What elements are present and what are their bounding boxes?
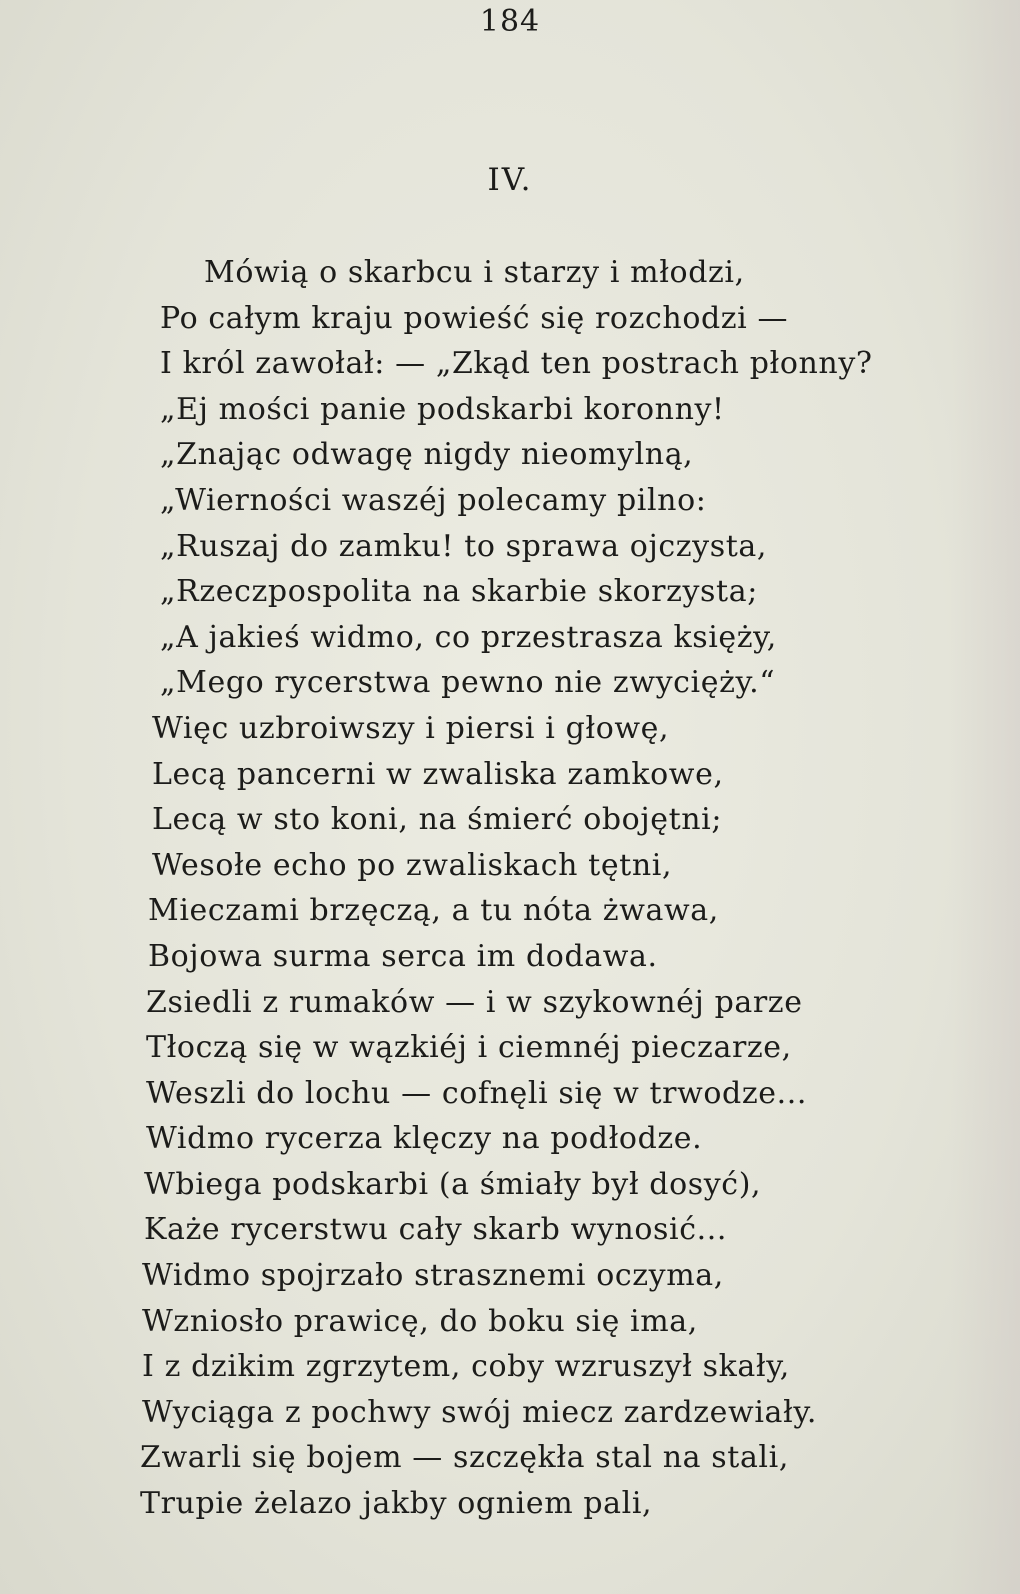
verse-line: Więc uzbroiwszy i piersi i głowę, — [152, 710, 670, 746]
verse-line: „Mego rycerstwa pewno nie zwycięży.“ — [160, 665, 776, 701]
verse-line: Mówią o skarbcu i starzy i młodzi, — [204, 255, 745, 290]
verse-line: Zwarli się bojem — szczękła stal na stali, — [140, 1440, 789, 1476]
verse-line: Po całym kraju powieść się rozchodzi — — [160, 300, 789, 336]
verse-line: I król zawołał: — „Zkąd ten postrach płonny? — [160, 346, 873, 382]
poem-verse — [140, 250, 960, 1527]
verse-line: Wzniosło prawicę, do boku się ima, — [142, 1303, 698, 1339]
verse-line: Zsiedli z rumaków — i w szykownéj parze — [146, 984, 803, 1020]
verse-line: „A jakieś widmo, co przestrasza księży, — [160, 619, 777, 655]
section-heading: IV. — [487, 162, 533, 198]
verse-line: Mieczami brzęczą, a tu nóta żwawa, — [148, 893, 719, 929]
verse-line: Lecą w sto koni, na śmierć obojętni; — [152, 802, 723, 838]
verse-line: „Znając odwagę nigdy nieomylną, — [160, 437, 694, 473]
page-number: 184 — [479, 4, 541, 39]
verse-line: Widmo spojrzało strasznemi oczyma, — [142, 1258, 724, 1294]
verse-line: Wesołe echo po zwaliskach tętni, — [152, 847, 673, 883]
page-edge-shadow — [950, 0, 1020, 1594]
verse-line: Wbiega podskarbi (a śmiały był dosyć), — [144, 1166, 762, 1202]
verse-line: „Wierności waszéj polecamy pilno: — [160, 482, 707, 518]
verse-line: Każe rycerstwu cały skarb wynosić... — [144, 1212, 728, 1248]
verse-line: Trupie żelazo jakby ogniem pali, — [140, 1486, 653, 1522]
verse-line: Bojowa surma serca im dodawa. — [148, 938, 658, 974]
verse-line: „Rzeczpospolita na skarbie skorzysta; — [160, 574, 758, 610]
verse-line: „Ej mości panie podskarbi koronny! — [160, 391, 725, 427]
verse-line: Tłoczą się w wązkiéj i ciemnéj pieczarze, — [146, 1030, 792, 1066]
verse-line: Weszli do lochu — cofnęli się w trwodze... — [146, 1075, 808, 1111]
verse-line: Lecą pancerni w zwaliska zamkowe, — [152, 756, 724, 792]
verse-line: „Ruszaj do zamku! to sprawa ojczysta, — [160, 528, 767, 564]
verse-line: Widmo rycerza klęczy na podłodze. — [146, 1121, 703, 1157]
verse-line: Wyciąga z pochwy swój miecz zardzewiały. — [142, 1394, 818, 1430]
verse-line: I z dzikim zgrzytem, coby wzruszył skały, — [142, 1349, 790, 1385]
